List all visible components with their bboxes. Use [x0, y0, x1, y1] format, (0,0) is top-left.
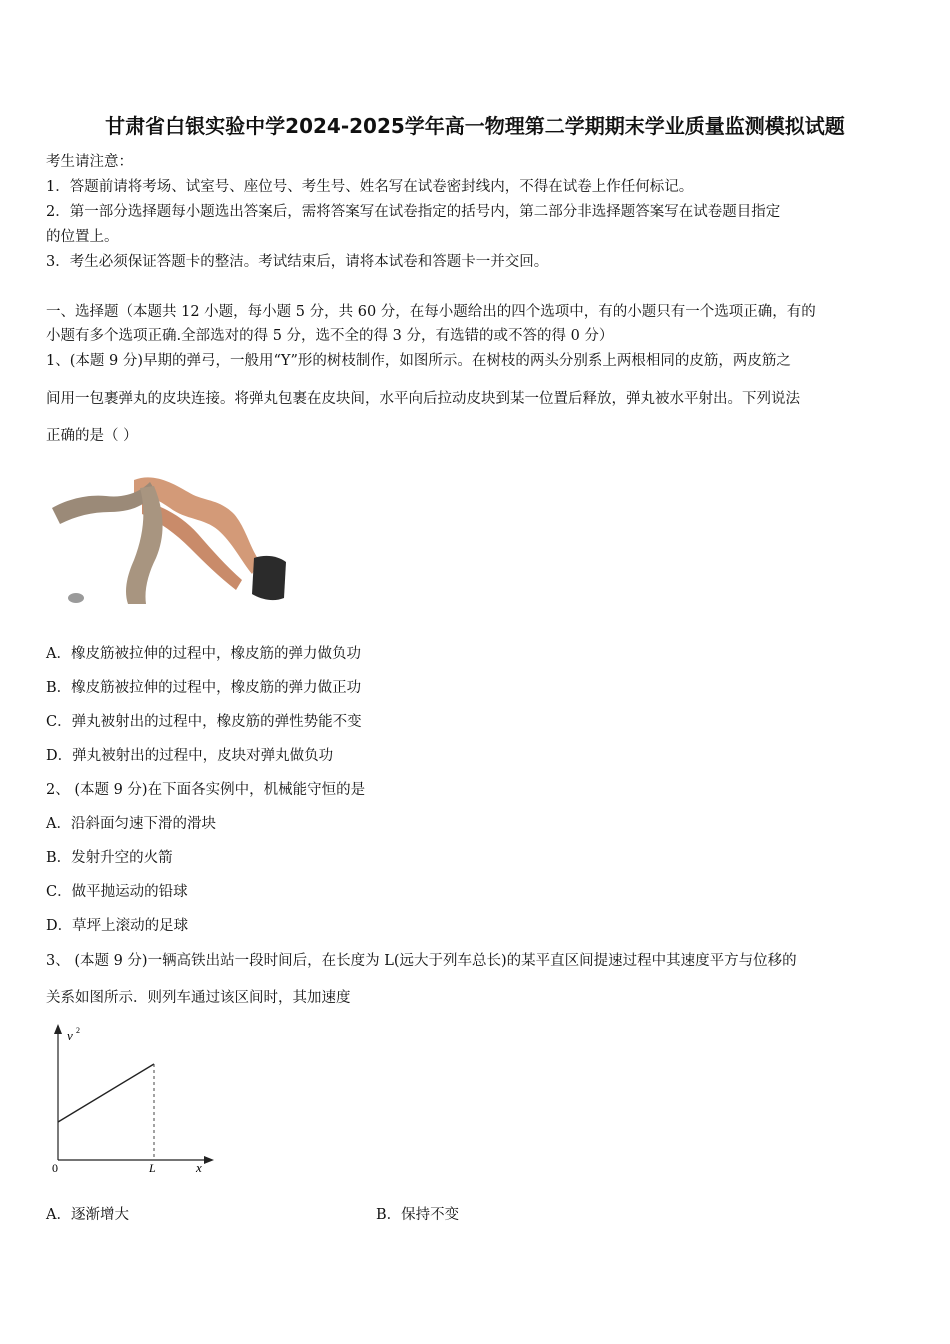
question-1-stem-line-3: 正确的是（ ） [46, 428, 138, 444]
section-header-line-1: 一、选择题（本题共 12 小题，每小题 5 分，共 60 分，在每小题给出的四个选项中，有的小题只有一个选项正确，有的 [46, 304, 816, 320]
question-3-option-a: A．逐渐增大 [46, 1207, 129, 1223]
notice-item-1: 1．答题前请将考场、试室号、座位号、考生号、姓名写在试卷密封线内，不得在试卷上作任何标记。 [46, 179, 694, 195]
origin-label: 0 [52, 1161, 58, 1174]
v-squared-line [58, 1064, 154, 1122]
y-axis-arrow [54, 1024, 62, 1034]
notice-item-2-cont: 的位置上。 [46, 229, 119, 245]
notice-heading: 考生请注意： [46, 154, 133, 170]
y-axis-label: v [67, 1028, 73, 1043]
question-1-stem-line-2: 间用一包裹弹丸的皮块连接。将弹丸包裹在皮块间，水平向后拉动皮块到某一位置后释放，弹丸被水平射出。下列说法 [46, 391, 800, 407]
x-mark-label: L [149, 1161, 156, 1174]
question-2-option-c: C．做平抛运动的铅球 [46, 884, 188, 900]
question-3-stem-line-1: 3、 (本题 9 分)一辆高铁出站一段时间后，在长度为 L(远大于列车总长)的某平直区间提速过程中其速度平方与位移的 [46, 953, 797, 969]
question-3-stem-line-2: 关系如图所示．则列车通过该区间时，其加速度 [46, 990, 351, 1006]
x-axis-label: x [196, 1160, 202, 1174]
notice-item-2: 2．第一部分选择题每小题选出答案后，需将答案写在试卷指定的括号内，第二部分非选择题答案写在试卷题目指定 [46, 204, 781, 220]
question-2-option-b: B．发射升空的火箭 [46, 850, 173, 866]
y-axis-label-superscript: 2 [76, 1026, 80, 1035]
question-2-option-a: A．沿斜面匀速下滑的滑块 [46, 816, 216, 832]
x-axis-arrow [204, 1156, 214, 1164]
question-1-option-c: C．弹丸被射出的过程中，橡皮筋的弹性势能不变 [46, 714, 362, 730]
page-title: 甘肃省白银实验中学2024-2025学年高一物理第二学期期末学业质量监测模拟试题 [105, 114, 845, 138]
question-2-option-d: D．草坪上滚动的足球 [46, 918, 189, 934]
section-header-line-2: 小题有多个选项正确.全部选对的得 5 分，选不全的得 3 分，有选错的或不答的得 0 分） [46, 328, 614, 344]
question-1-stem-line-1: 1、(本题 9 分)早期的弹弓，一般用“Y”形的树枝制作，如图所示。在树枝的两头分别系上两根相同的皮筋，两皮筋之 [46, 353, 791, 369]
question-2-stem: 2、 (本题 9 分)在下面各实例中，机械能守恒的是 [46, 782, 366, 798]
question-1-option-d: D．弹丸被射出的过程中，皮块对弹丸做负功 [46, 748, 334, 764]
slingshot-photo [46, 470, 288, 604]
notice-item-3: 3．考生必须保证答题卡的整洁。考试结束后，请将本试卷和答题卡一并交回。 [46, 254, 549, 270]
question-3-option-b: B．保持不变 [376, 1207, 460, 1223]
question-1-option-a: A．橡皮筋被拉伸的过程中，橡皮筋的弹力做负功 [46, 646, 361, 662]
question-1-option-b: B．橡皮筋被拉伸的过程中，橡皮筋的弹力做正功 [46, 680, 362, 696]
v-squared-vs-x-graph [40, 1022, 215, 1174]
